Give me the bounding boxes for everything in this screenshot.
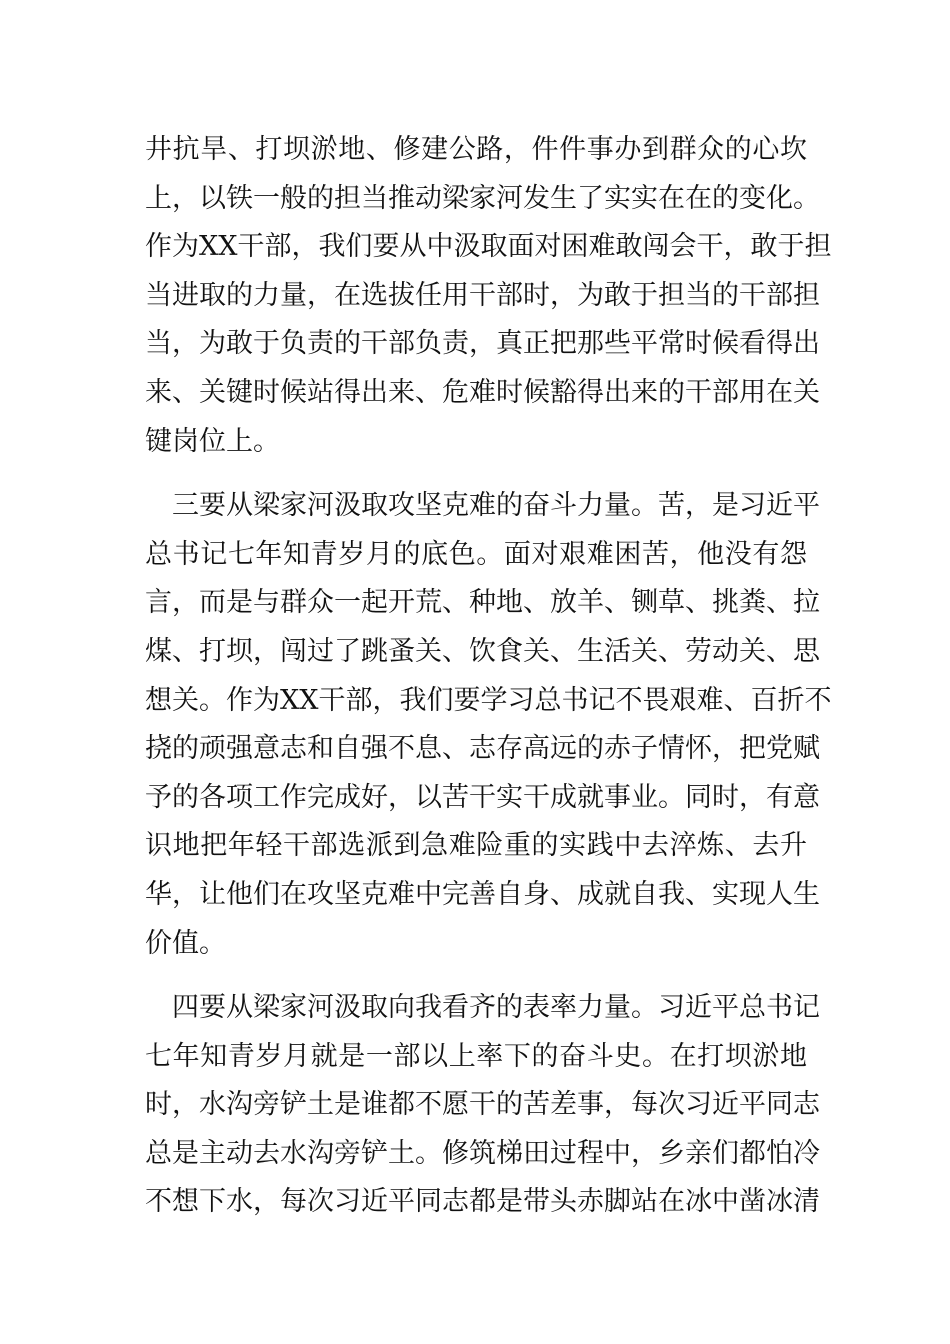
paragraph-gap — [145, 968, 807, 984]
text-line: 总是主动去水沟旁铲土。修筑梯田过程中，乡亲们都怕冷 — [145, 1137, 820, 1169]
text-line: 挠的顽强意志和自强不息、志存高远的赤子情怀，把党赋 — [145, 733, 820, 765]
text-line: 三要从梁家河汲取攻坚克难的奋斗力量。苦，是习近平 — [145, 490, 820, 522]
document-body — [145, 126, 832, 1227]
text-line: 总书记七年知青岁月的底色。面对艰难困苦，他没有怨 — [145, 538, 807, 570]
text-line: 作为XX干部，我们要从中汲取面对困难敢闯会干，敢于担 — [145, 231, 832, 263]
text-line: 言，而是与群众一起开荒、种地、放羊、铡草、挑粪、拉 — [145, 587, 820, 619]
text-line: 想关。作为XX干部，我们要学习总书记不畏艰难、百折不 — [145, 684, 832, 716]
text-line: 上，以铁一般的担当推动梁家河发生了实实在在的变化。 — [145, 182, 820, 214]
text-line: 键岗位上。 — [145, 425, 280, 457]
text-line: 煤、打坝，闯过了跳蚤关、饮食关、生活关、劳动关、思 — [145, 635, 820, 667]
paragraph — [145, 482, 832, 968]
text-line: 不想下水，每次习近平同志都是带头赤脚站在冰中凿冰清 — [145, 1186, 820, 1218]
text-line: 识地把年轻干部选派到急难险重的实践中去淬炼、去升 — [145, 830, 807, 862]
text-line: 井抗旱、打坝淤地、修建公路，件件事办到群众的心坎 — [145, 134, 807, 165]
text-line: 七年知青岁月就是一部以上率下的奋斗史。在打坝淤地 — [145, 1040, 807, 1072]
paragraph — [145, 984, 820, 1227]
text-line: 价值。 — [145, 927, 226, 959]
text-line: 当进取的力量，在选拔任用干部时，为敢于担当的干部担 — [145, 279, 820, 311]
text-line: 华，让他们在攻坚克难中完善自身、成就自我、实现人生 — [145, 878, 820, 910]
text-line: 四要从梁家河汲取向我看齐的表率力量。习近平总书记 — [145, 992, 820, 1024]
text-line: 来、关键时候站得出来、危难时候豁得出来的干部用在关 — [145, 376, 820, 408]
text-line: 当，为敢于负责的干部负责，真正把那些平常时候看得出 — [145, 328, 820, 360]
paragraph-gap — [145, 466, 807, 482]
text-line: 予的各项工作完成好，以苦干实干成就事业。同时，有意 — [145, 781, 820, 813]
paragraph — [145, 126, 832, 466]
text-line: 时，水沟旁铲土是谁都不愿干的苦差事，每次习近平同志 — [145, 1089, 820, 1121]
